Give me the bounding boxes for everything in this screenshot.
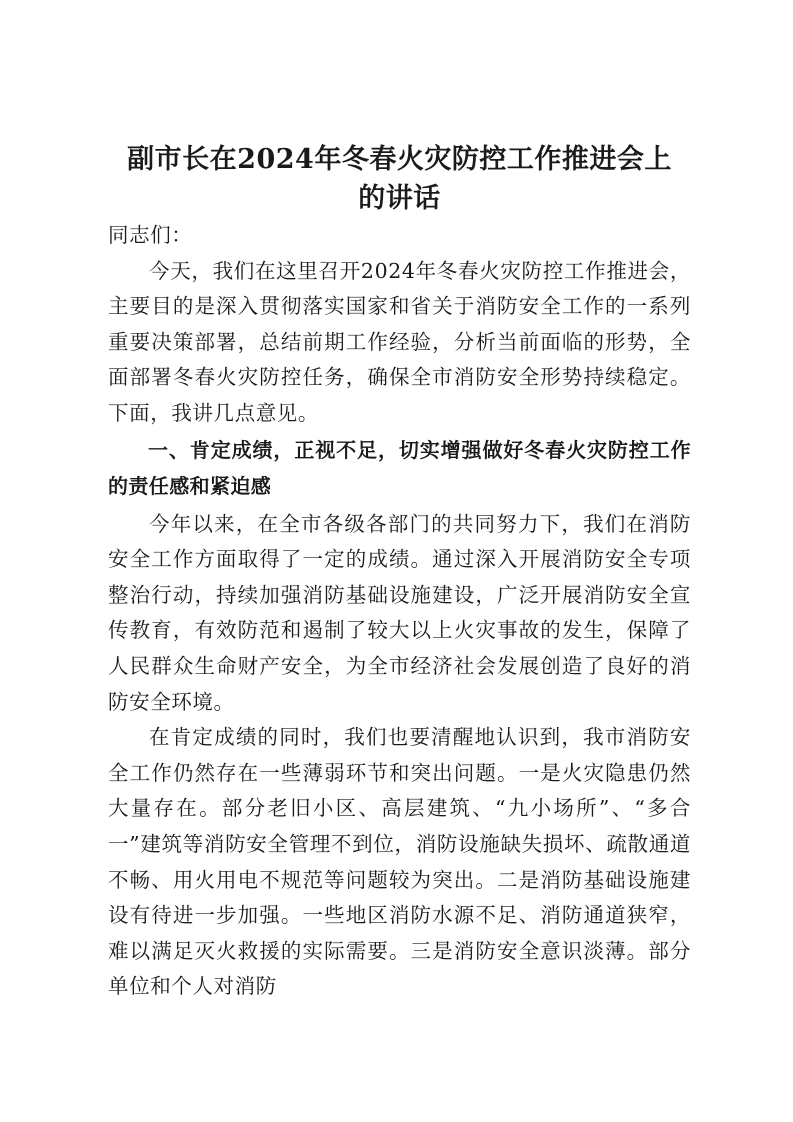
document-title (108, 140, 691, 218)
document-body (108, 140, 691, 1005)
section-1-paragraph-2: 在肯定成绩的同时，我们也要清醒地认识到，我市消防安全工作仍然存在一些薄弱环节和突出问题。一是火灾隐患仍然大量存在。部分老旧小区、高层建筑、“九小场所”、“多合一”建筑等消防安全管理不到位，消防设施缺失损坏、疏散通道不畅、用火用电不规范等问题较为突出。二是消防基础设施建设有待进一步加强。一些地区消防水源不足、消防通道狭窄，难以满足灭火救援的实际需要。三是消防安全意识淡薄。部分单位和个人对消防 (108, 725, 691, 999)
opening-paragraph: 今天，我们在这里召开2024年冬春火灾防控工作推进会，主要目的是深入贯彻落实国家和省关于消防安全工作的一系列重要决策部署，总结前期工作经验，分析当前面临的形势，全面部署冬春火灾防控任务，确保全市消防安全形势持续稳定。下面，我讲几点意见。 (108, 258, 691, 425)
section-1-heading: 一、肯定成绩，正视不足，切实增强做好冬春火灾防控工作的责任感和紧迫感 (108, 437, 691, 498)
title-line-2: 的讲话 (358, 183, 441, 214)
section-1-paragraph-1: 今年以来，在全市各级各部门的共同努力下，我们在消防安全工作方面取得了一定的成绩。通过深入开展消防安全专项整治行动，持续加强消防基础设施建设，广泛开展消防安全宣传教育，有效防范和遏制了较大以上火灾事故的发生，保障了人民群众生命财产安全，为全市经济社会发展创造了良好的消防安全环境。 (108, 511, 691, 714)
title-line-1: 副市长在2024年冬春火灾防控工作推进会上 (127, 144, 672, 175)
salutation: 同志们： (108, 223, 193, 247)
